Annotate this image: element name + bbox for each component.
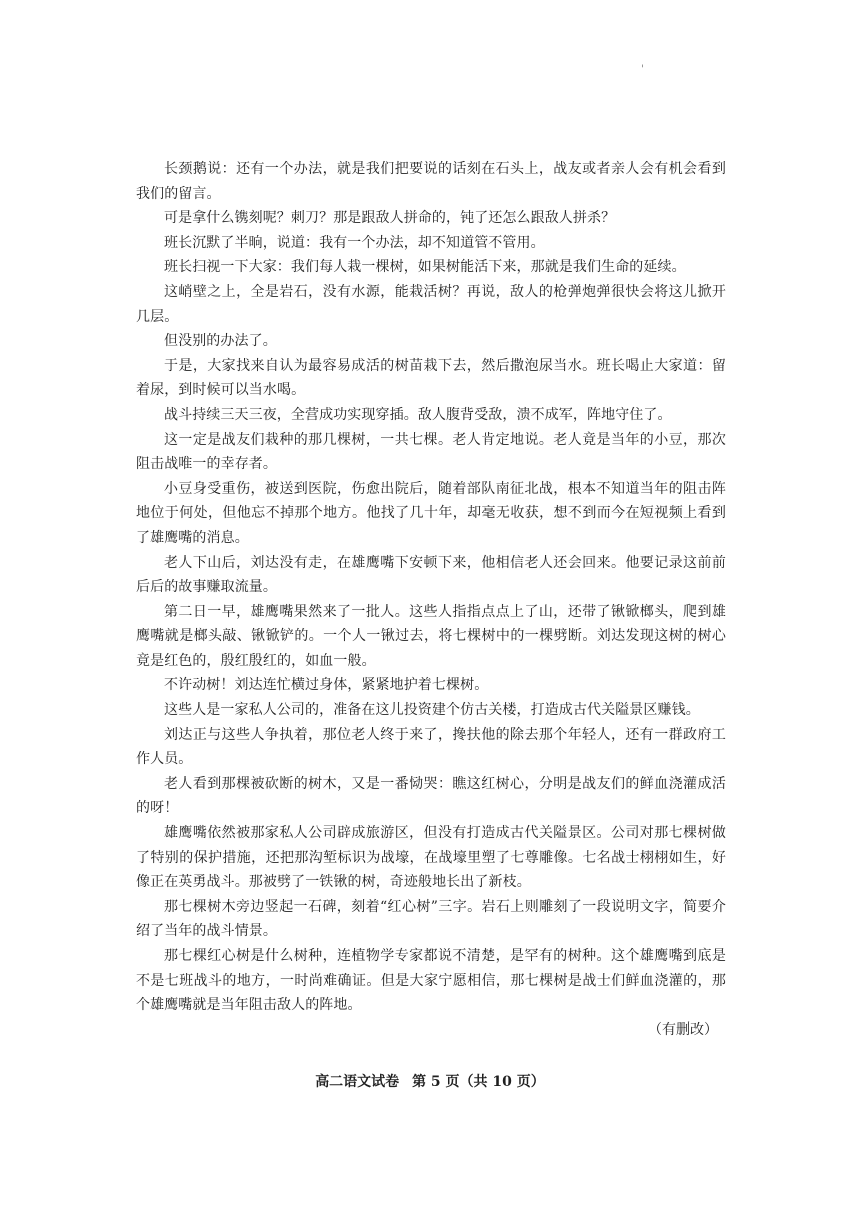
paragraph: 第二日一早，雄鹰嘴果然来了一批人。这些人指指点点上了山，还带了锹锨榔头，爬到雄鹰嘴就是榔头敲、锹锨铲的。一个人一锹过去，将七棵树中的一棵劈断。刘达发现这树的树心竟是红色的，殷红殷红的，如血一般。 — [136, 603, 726, 669]
exam-title: 高二语文试卷 — [315, 1074, 400, 1090]
paragraph: 这峭壁之上，全是岩石，没有水源，能栽活树？再说，敌人的枪弹炮弹很快会将这儿掀开几层。 — [136, 283, 726, 325]
paragraph: 长颈鹅说：还有一个办法，就是我们把要说的话刻在石头上，战友或者亲人会有机会看到我们的留言。 — [136, 161, 726, 202]
paragraph: 那七棵红心树是什么树种，连植物学专家都说不清楚，是罕有的树种。这个雄鹰嘴到底是不是七班战斗的地方，一时尚难确证。但是大家宁愿相信，那七棵树是战士们鲜血浇灌的，那个雄鹰嘴就是当年阻击敌人的阵地。 — [136, 948, 726, 1014]
paragraph: 班长扫视一下大家：我们每人栽一棵树，如果树能活下来，那就是我们生命的延续。 — [164, 259, 686, 276]
paragraph: 那七棵树木旁边竖起一石碑，刻着“红心树”三字。岩石上则雕刻了一段说明文字，简要介绍了当年的战斗情景。 — [136, 898, 726, 940]
source-note: （有删改） — [648, 1021, 718, 1038]
paragraph: 战斗持续三天三夜，全营成功实现穿插。敌人腹背受敌，溃不成军，阵地守住了。 — [164, 406, 672, 423]
paragraph: 于是，大家找来自认为最容易成活的树苗栽下去，然后撒泡尿当水。班长喝止大家道：留着尿，到时候可以当水喝。 — [136, 357, 726, 399]
paragraph: 刘达正与这些人争执着，那位老人终于来了，搀扶他的除去那个年轻人，还有一群政府工作人员。 — [136, 726, 726, 768]
paragraph: 但没别的办法了。 — [164, 333, 277, 350]
paragraph: 可是拿什么镌刻呢？刺刀？那是跟敌人拼命的，钝了还怎么跟敌人拼杀？ — [164, 210, 616, 227]
paragraph: 班长沉默了半晌，说道：我有一个办法，却不知道管不管用。 — [164, 234, 545, 251]
paragraph: 老人下山后，刘达没有走，在雄鹰嘴下安顿下来，他相信老人还会回来。他要记录这前前后后的故事赚取流量。 — [136, 554, 726, 596]
paragraph: 老人看到那棵被砍断的树木，又是一番恸哭：瞧这红树心，分明是战友们的鲜血浇灌成活的呀！ — [136, 775, 726, 817]
paragraph: 雄鹰嘴依然被那家私人公司辟成旅游区，但没有打造成古代关隘景区。公司对那七棵树做了特别的保护措施，还把那沟堑标识为战壕，在战壕里塑了七尊雕像。七名战士栩栩如生，好像正在英勇战斗。那被劈了一铁锹的树，奇迹般地长出了新枝。 — [136, 825, 726, 891]
corner-mark: ' — [641, 64, 644, 75]
paragraph: 不许动树！刘达连忙横过身体，紧紧地护着七棵树。 — [164, 677, 489, 694]
paragraph: 小豆身受重伤，被送到医院，伤愈出院后，随着部队南征北战，根本不知道当年的阻击阵地位于何处，但他忘不掉那个地方。他找了几十年，却毫无收获，想不到而今在短视频上看到了雄鹰嘴的消息。 — [136, 480, 726, 546]
page-number: 第 5 页（共 10 页） — [412, 1074, 545, 1090]
paragraph: 这些人是一家私人公司的，准备在这儿投资建个仿古关楼，打造成古代关隘景区赚钱。 — [164, 702, 700, 719]
paragraph: 这一定是战友们栽种的那几棵树，一共七棵。老人肯定地说。老人竟是当年的小豆，那次阻击战唯一的幸存者。 — [136, 431, 726, 473]
article-body — [136, 157, 726, 1042]
page-footer — [0, 1071, 860, 1091]
